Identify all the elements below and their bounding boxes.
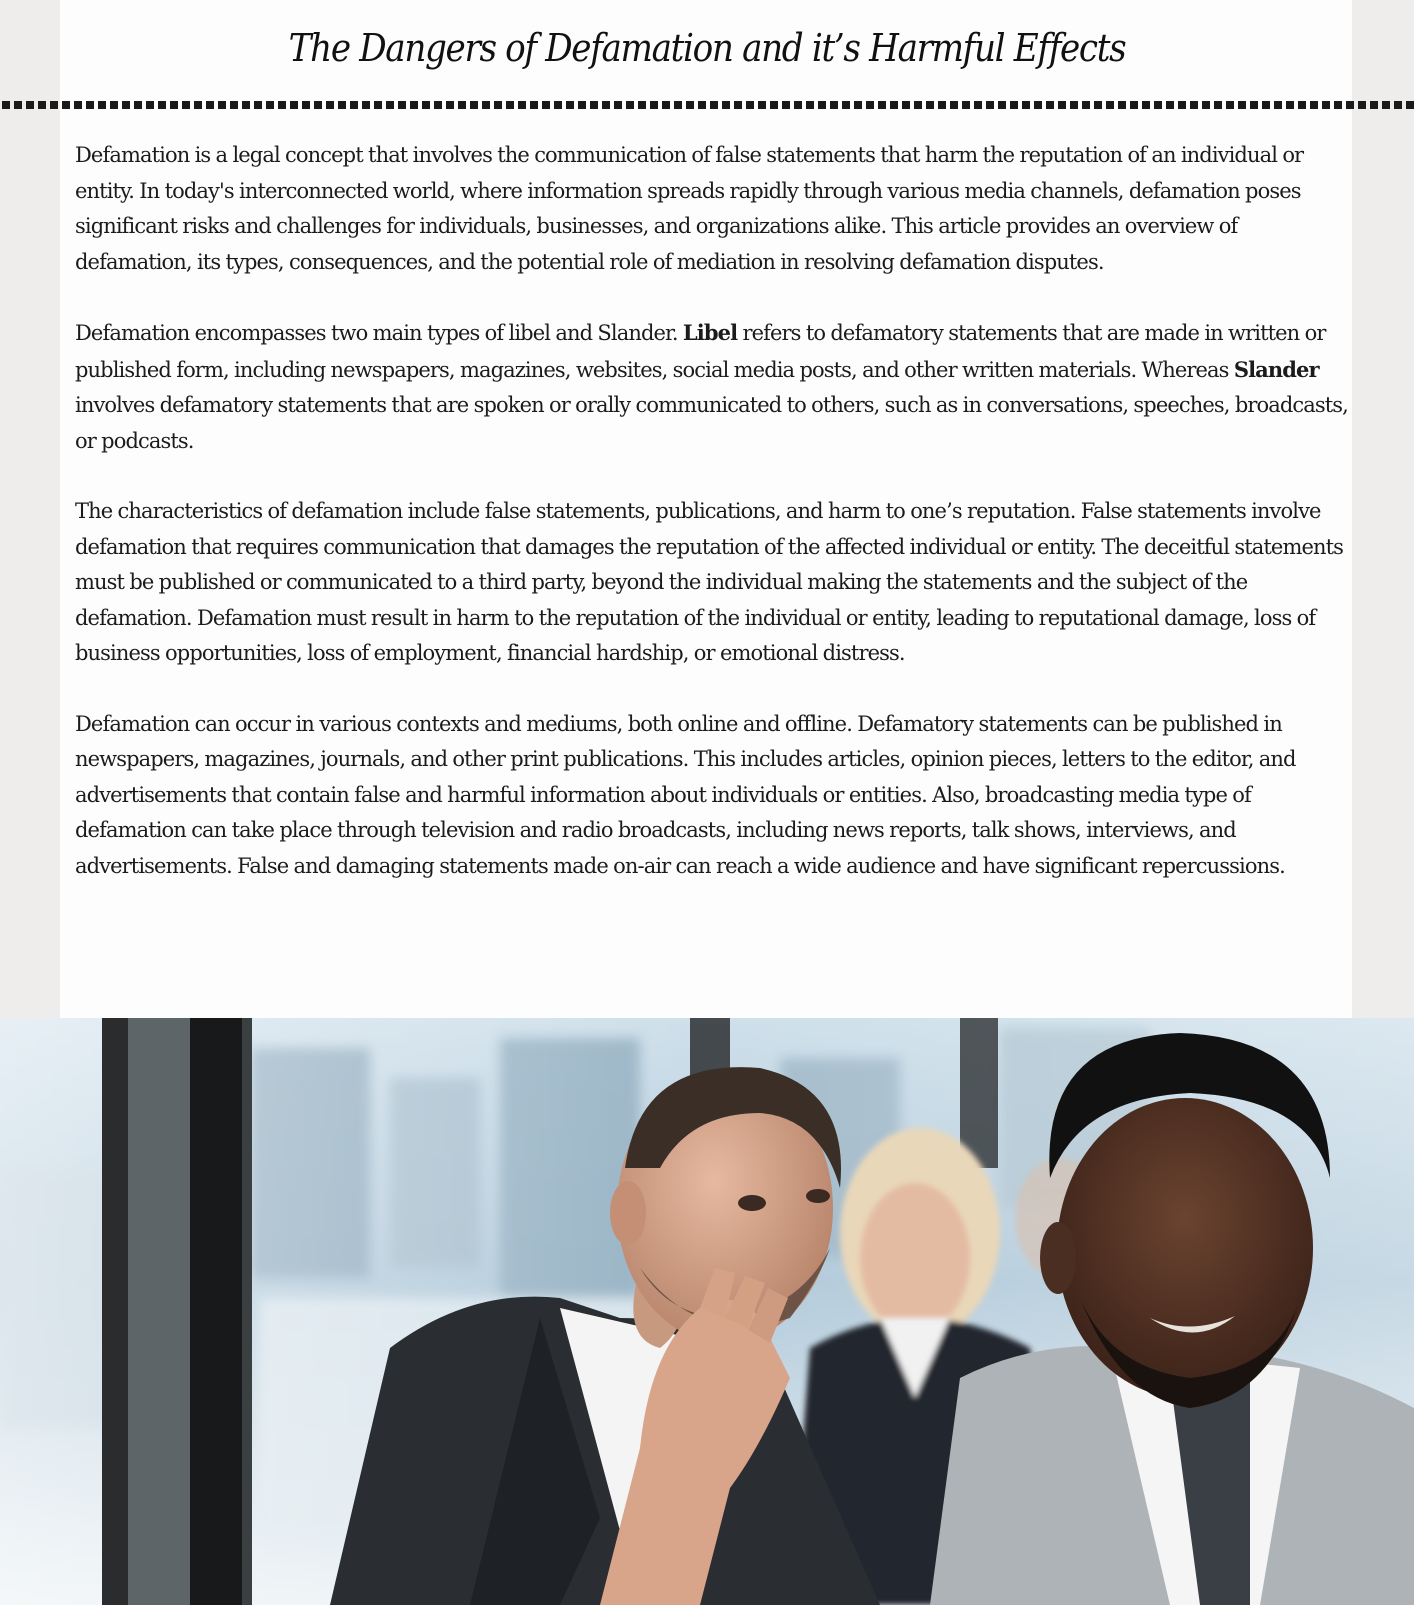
paragraph-intro: Defamation is a legal concept that involves the communication of false statements that harm the reputation of an individual or entity. In today's interconnected world, where information spreads rapidly through various media channels, defamation poses significant risks and challenges for individuals, businesses, and organizations alike. This article provides an overview of defamation, its types, consequences, and the potential role of mediation in resolving defamation disputes.	[75, 143, 1304, 274]
paragraph-types	[75, 315, 1350, 459]
article-title: The Dangers of Defamation and it’s Harmful Effects	[288, 26, 1126, 70]
libel-term: Libel	[682, 320, 738, 345]
office-gossip-photo	[0, 1018, 1414, 1605]
dotted-divider	[0, 101, 1414, 109]
paragraph-characteristics: The characteristics of defamation include false statements, publications, and harm to one’s reputation. False statements involve defamation that requires communication that damages the reputation of the affected individual or entity. The deceitful statements must be published or communicated to a third party, beyond the individual making the statements and the subject of the defamation. Defamation must result in harm to the reputation of the individual or entity, leading to reputational damage, loss of business opportunities, loss of employment, financial hardship, or emotional distress.	[75, 499, 1344, 665]
article-body	[75, 138, 1350, 919]
types-text-c: involves defamatory statements that are spoken or orally communicated to others, such as in conversations, speeches, broadcasts, or podcasts.	[75, 393, 1348, 453]
types-text-b: refers to defamatory statements that are made in written or published form, including newspapers, magazines, websites, social media posts, and other written materials. Whereas	[75, 321, 1326, 382]
paragraph-contexts: Defamation can occur in various contexts and mediums, both online and offline. Defamatory statements can be published in newspapers, magazines, journals, and other print publications. This includes articles, opinion pieces, letters to the editor, and advertisements that contain false and harmful information about individuals or entities. Also, broadcasting media type of defamation can take place through television and radio broadcasts, including news reports, talk shows, interviews, and advertisements. False and damaging statements made on-air can reach a wide audience and have significant repercussions.	[75, 711, 1296, 878]
slander-term: Slander	[1233, 356, 1319, 382]
types-text-a: Defamation encompasses two main types of libel and Slander.	[75, 321, 683, 345]
